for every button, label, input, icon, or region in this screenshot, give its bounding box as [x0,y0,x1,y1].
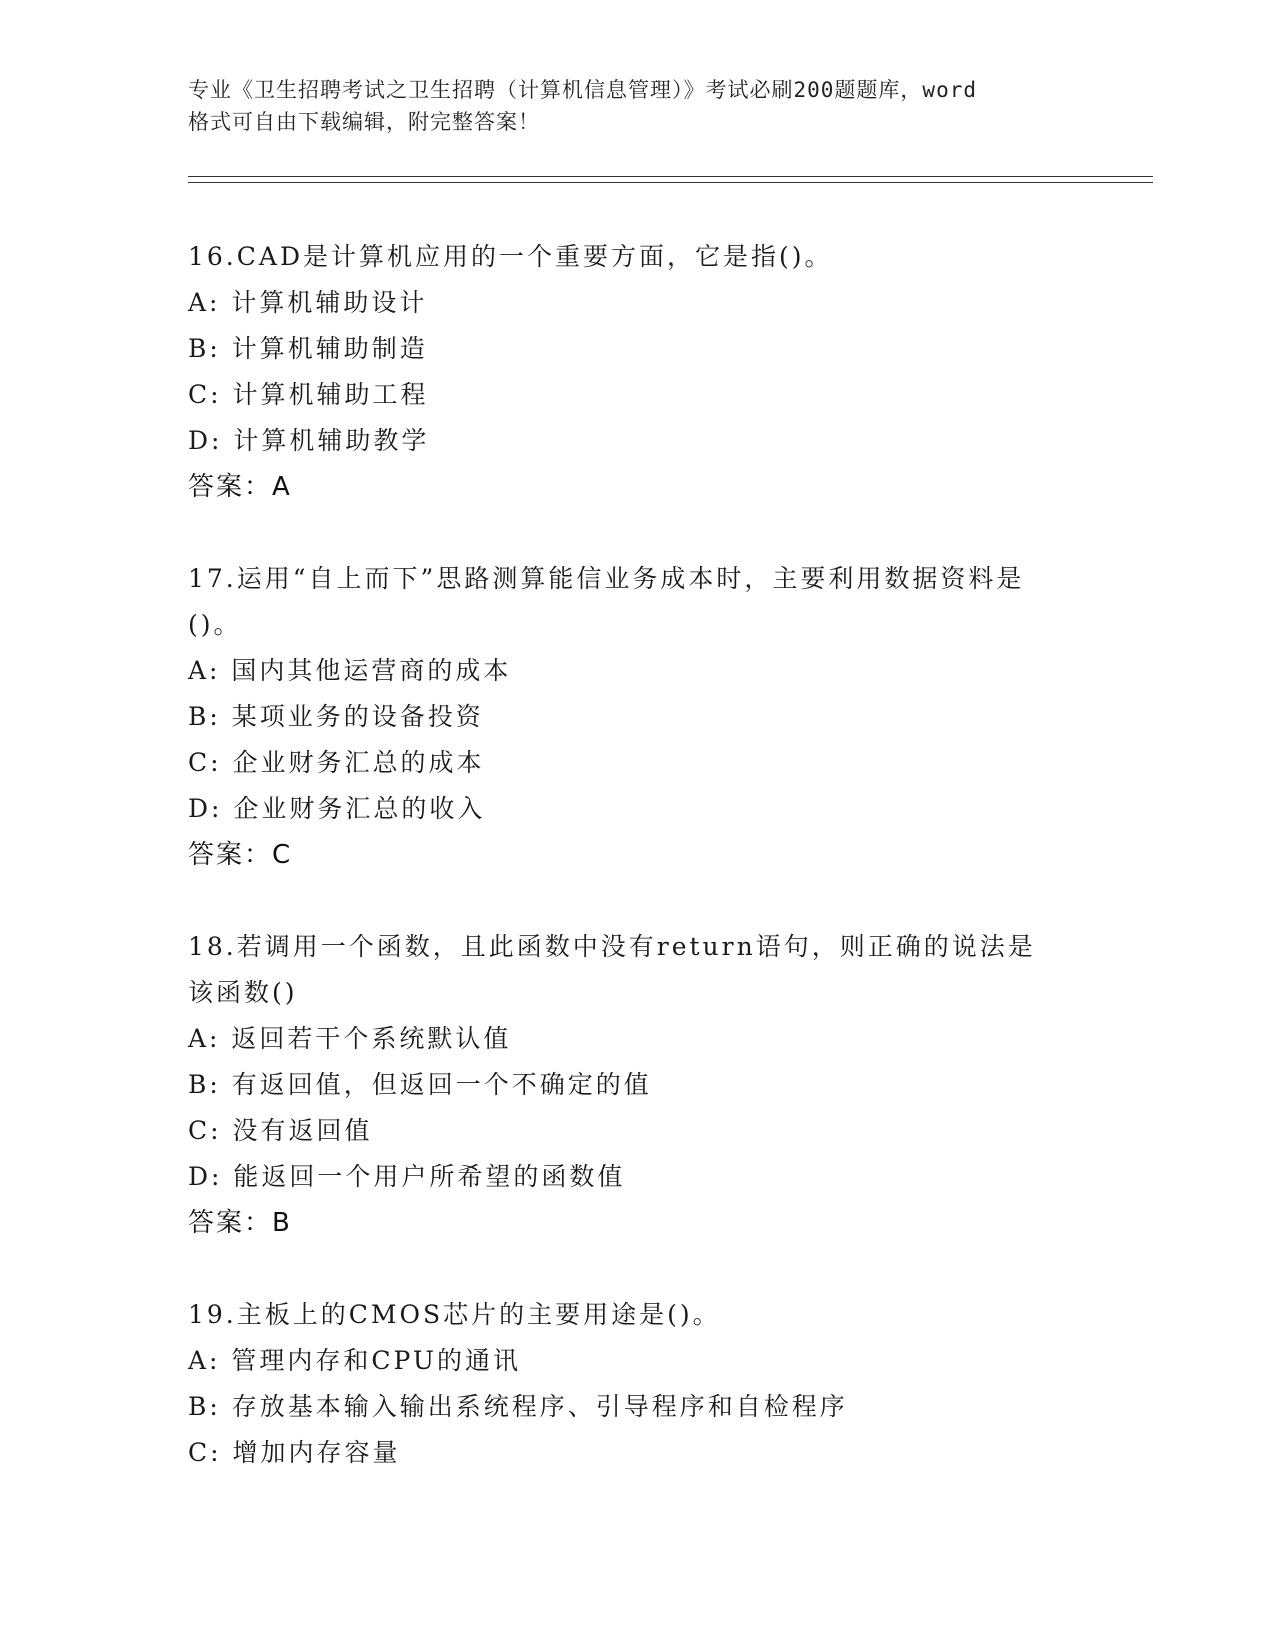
question-option: C: 计算机辅助工程 [188,380,429,409]
question-option: A: 返回若干个系统默认值 [188,1024,512,1053]
question-stem: 17.运用“自上而下”思路测算能信业务成本时，主要利用数据资料是 [188,564,1025,593]
question-answer: 答案：A [188,472,292,502]
question-stem: 16.CAD是计算机应用的一个重要方面，它是指()。 [188,242,833,271]
question-block [188,924,1088,1246]
question-option: A: 国内其他运营商的成本 [188,656,512,685]
question-option: A: 计算机辅助设计 [188,288,428,317]
question-block [188,556,1088,878]
question-answer: 答案：C [188,840,293,870]
question-option: C: 企业财务汇总的成本 [188,748,485,777]
document-header [188,74,1088,138]
question-option: B: 有返回值，但返回一个不确定的值 [188,1070,652,1099]
question-option: B: 存放基本输入输出系统程序、引导程序和自检程序 [188,1392,848,1421]
question-answer: 答案：B [188,1208,292,1238]
question-option: C: 增加内存容量 [188,1438,401,1467]
header-line-1: 专业《卫生招聘考试之卫生招聘（计算机信息管理）》考试必刷200题题库，word [188,78,977,102]
header-line-2: 格式可自由下载编辑，附完整答案！ [188,110,540,134]
question-stem: ()。 [188,610,242,639]
question-option: A: 管理内存和CPU的通讯 [188,1346,522,1375]
question-stem: 19.主板上的CMOS芯片的主要用途是()。 [188,1300,721,1329]
question-stem: 该函数() [188,978,298,1007]
question-list [188,234,1088,1522]
question-option: B: 某项业务的设备投资 [188,702,484,731]
question-option: B: 计算机辅助制造 [188,334,428,363]
question-option: C: 没有返回值 [188,1116,373,1145]
header-divider-bottom [188,182,1153,183]
question-stem: 18.若调用一个函数，且此函数中没有return语句，则正确的说法是 [188,932,1036,961]
question-option: D: 企业财务汇总的收入 [188,794,486,823]
question-option: D: 计算机辅助教学 [188,426,430,455]
header-divider-top [188,176,1153,177]
question-block [188,1292,1088,1476]
question-block [188,234,1088,510]
question-option: D: 能返回一个用户所希望的函数值 [188,1162,626,1191]
